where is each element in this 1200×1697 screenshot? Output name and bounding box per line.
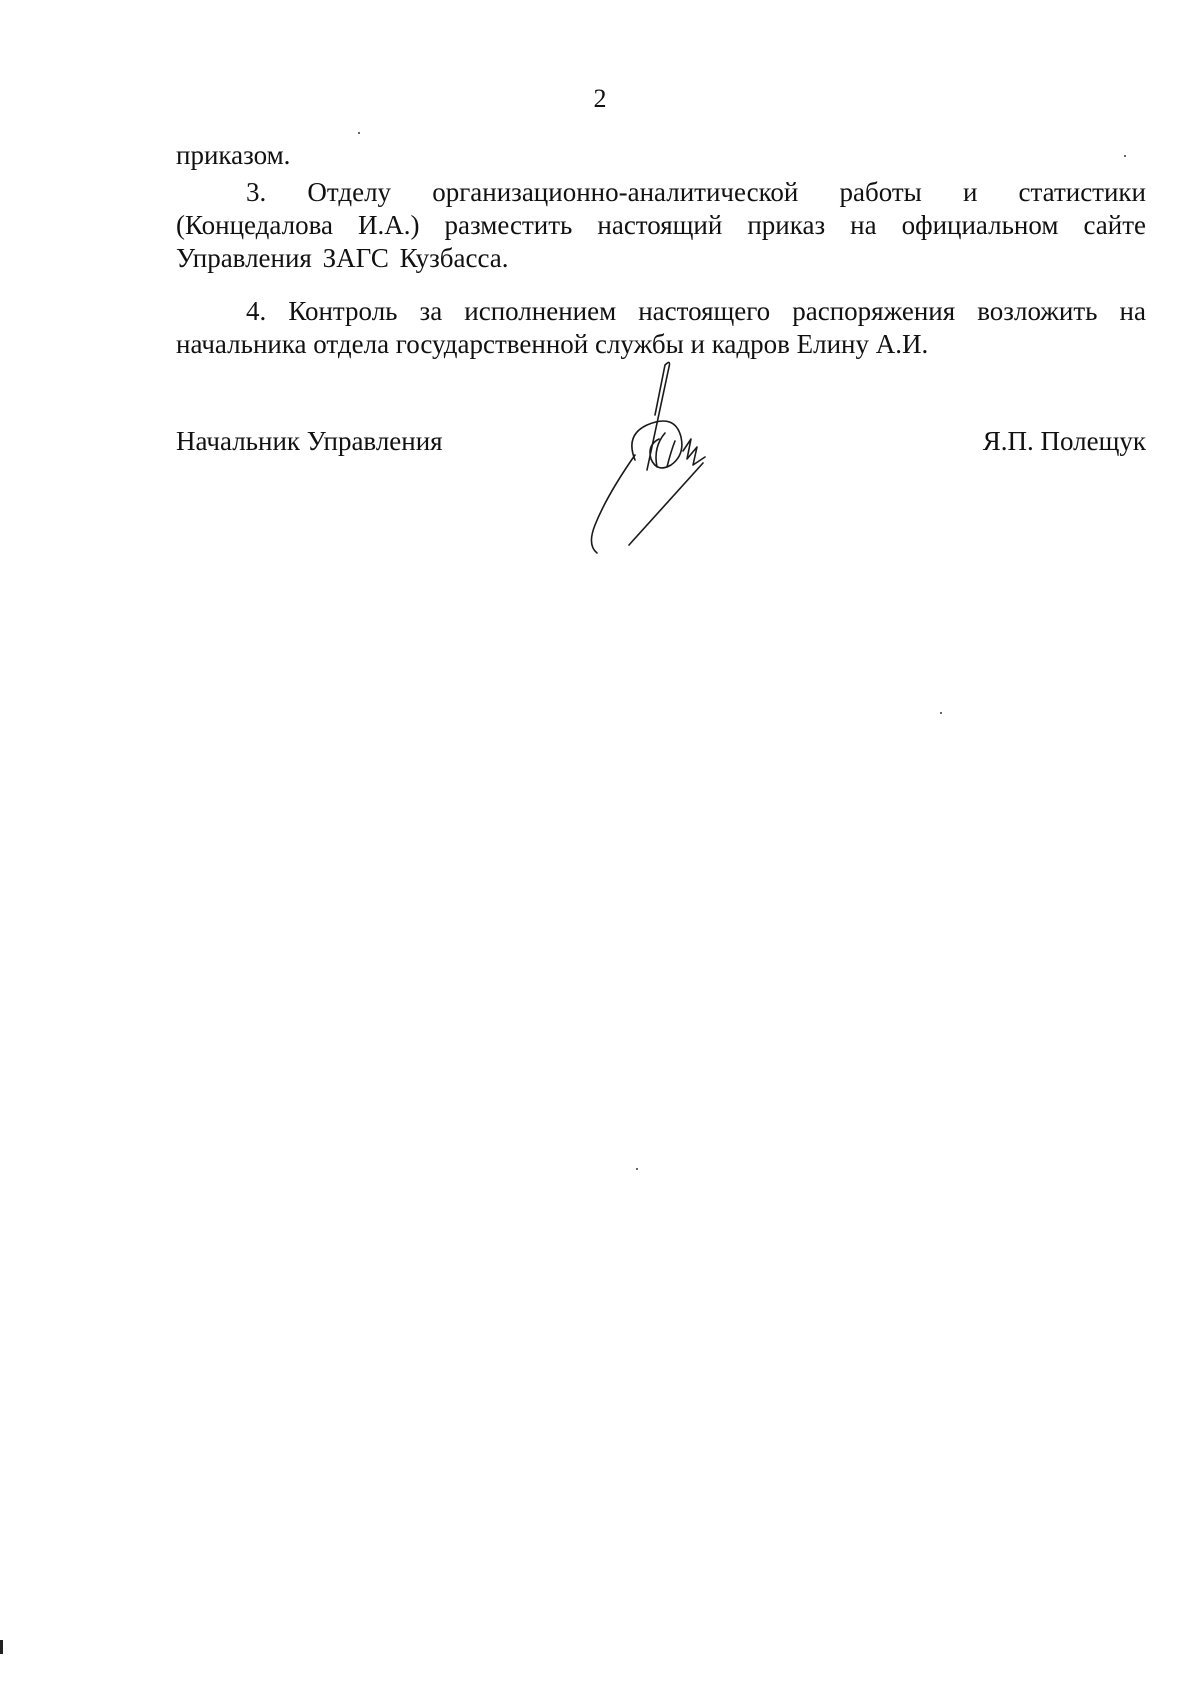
scan-speck xyxy=(636,1168,638,1170)
scan-speck xyxy=(940,712,942,714)
handwritten-signature xyxy=(585,355,765,555)
paragraph-continuation: приказом. xyxy=(176,140,291,170)
signer-name: Я.П. Полещук xyxy=(982,426,1146,456)
paragraph-item-4: 4. Контроль за исполнением настоящего распоряжения возложить на начальника отдела государственной службы и кадров Елину А.И. xyxy=(176,296,1146,359)
paragraph-item-3: 3. Отделу организационно-аналитической работы и статистики (Концедалова И.А.) разместить настоящий приказ на официальном сайте Управления ЗАГС Кузбасса. xyxy=(176,177,1146,273)
scan-speck xyxy=(358,132,360,134)
page-number: 2 xyxy=(593,84,607,113)
signature-position-title: Начальник Управления xyxy=(176,426,443,456)
scan-margin-mark xyxy=(0,1640,3,1654)
scan-speck xyxy=(1124,155,1126,157)
